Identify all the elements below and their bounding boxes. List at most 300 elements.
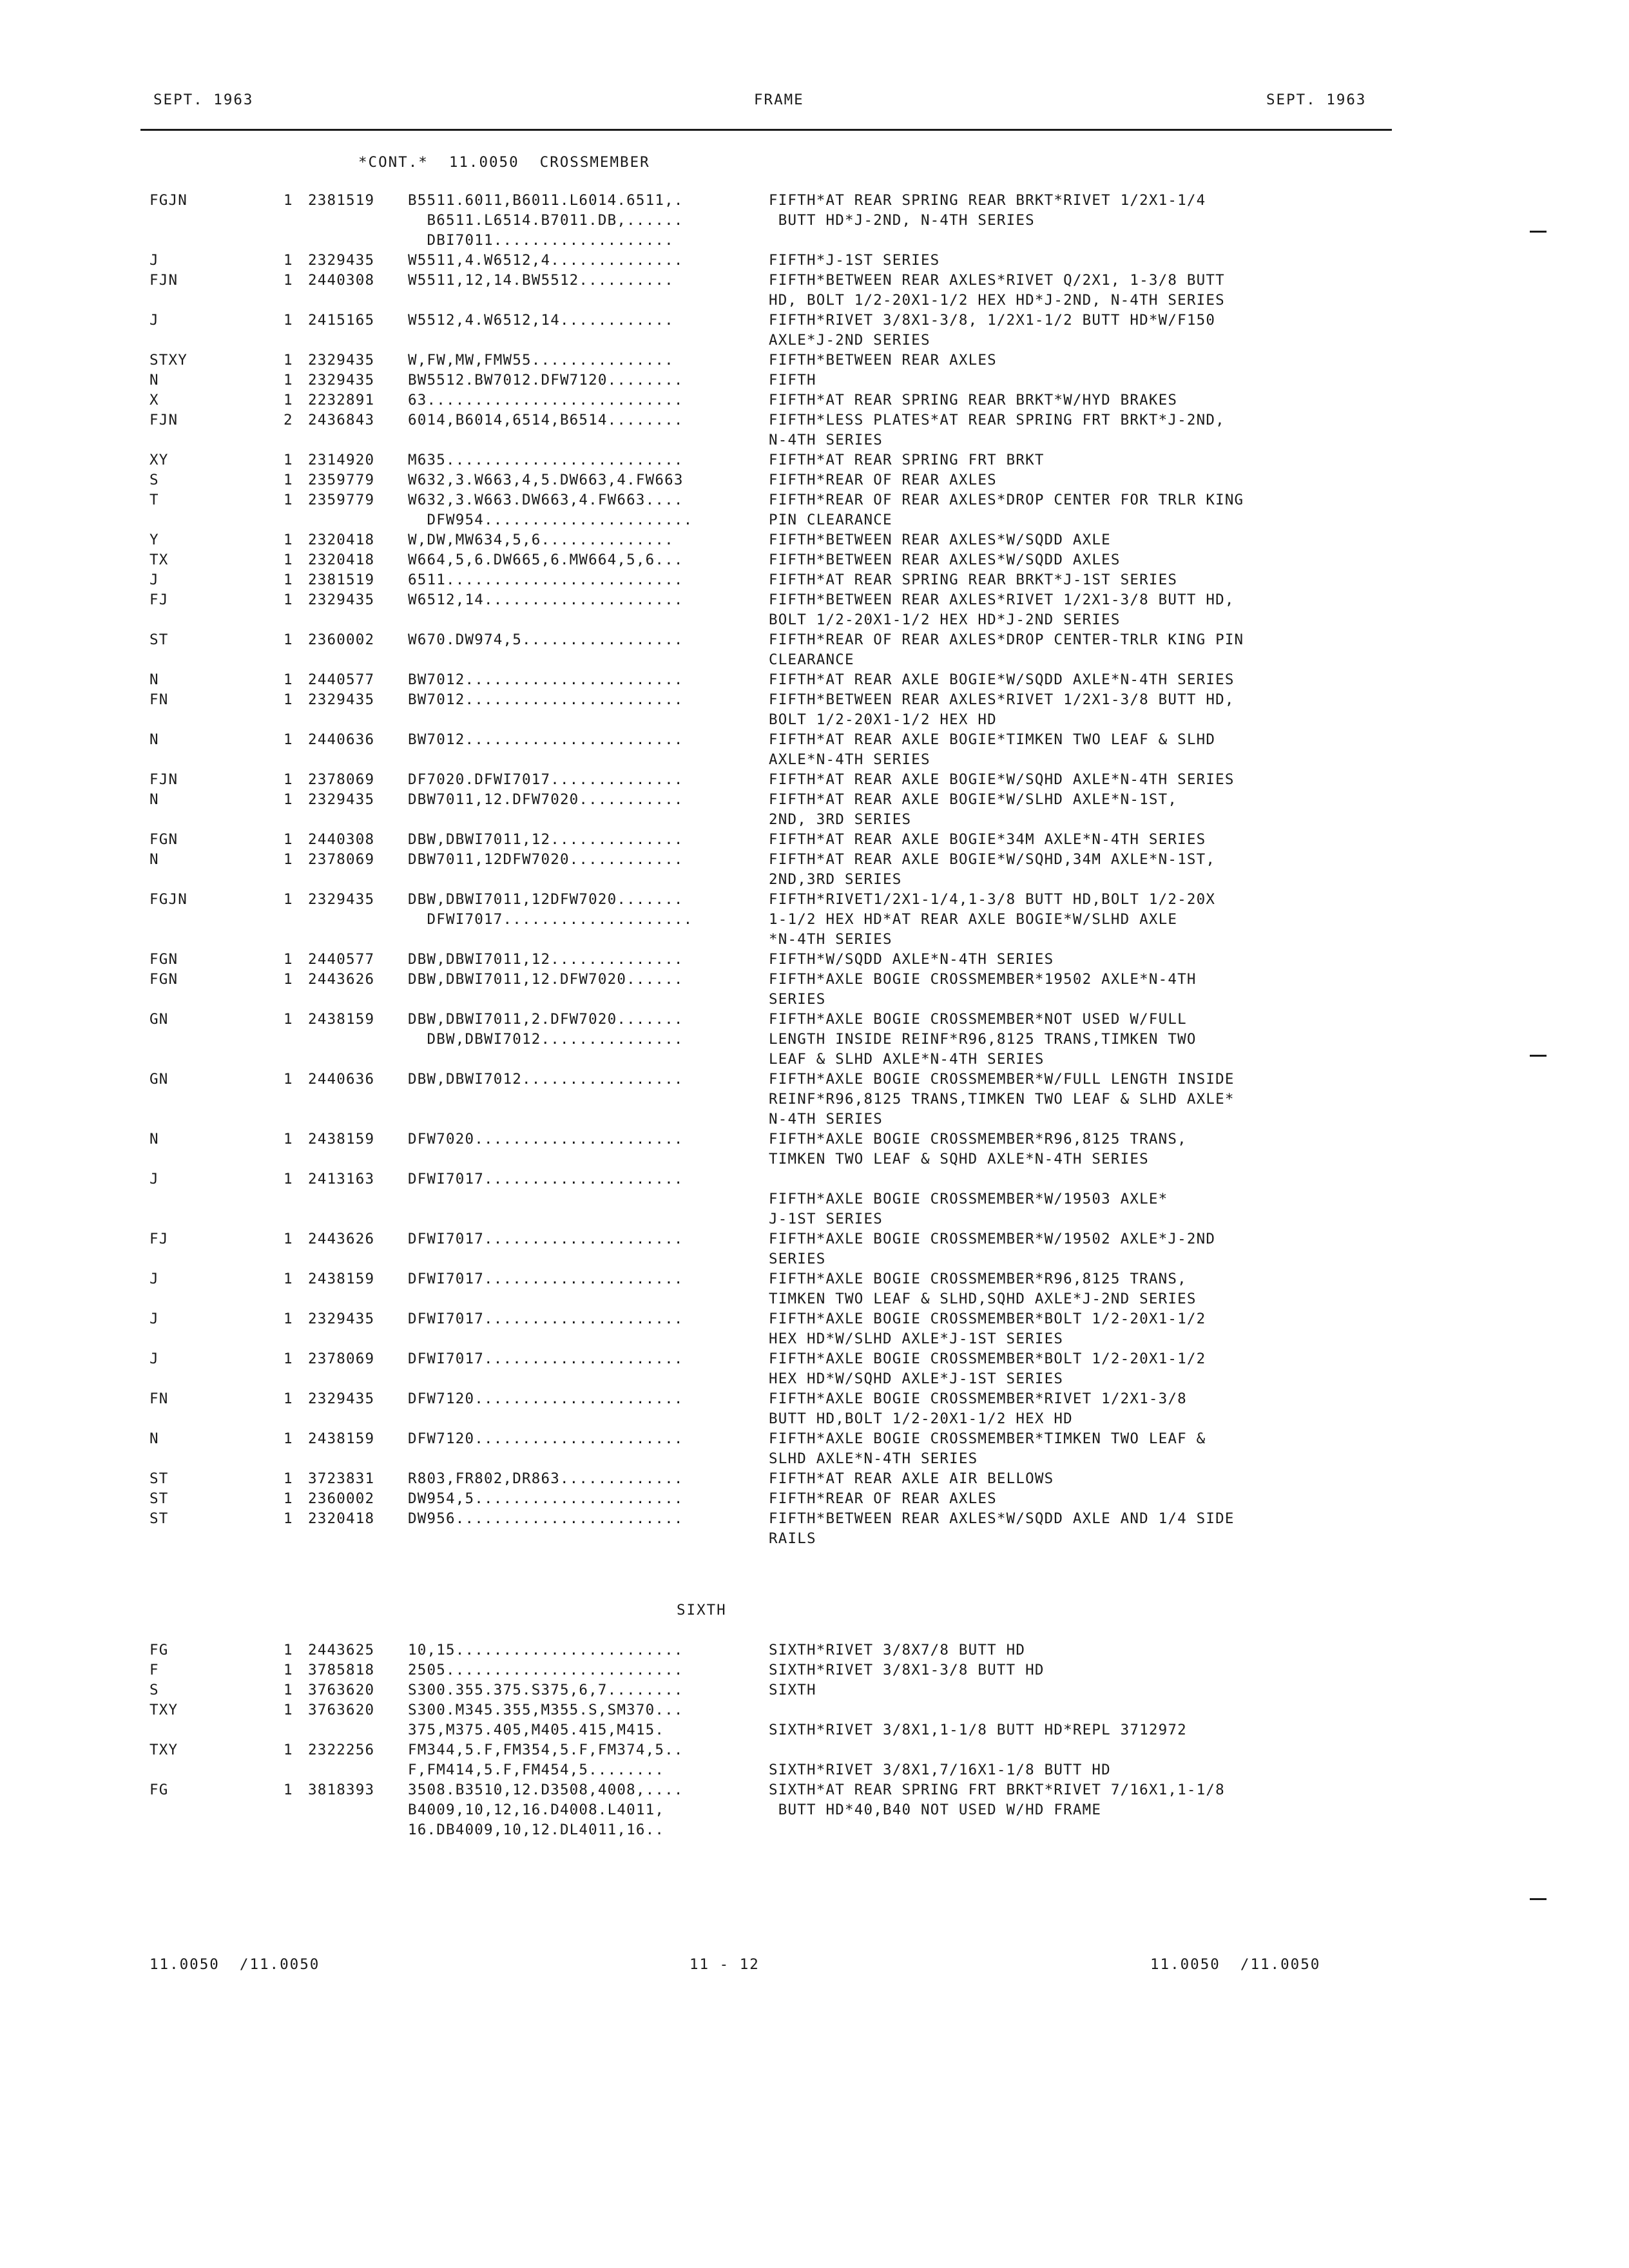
- model-code: N: [149, 372, 159, 389]
- part-description: BOLT 1/2-20X1-1/2 HEX HD*J-2ND SERIES: [769, 611, 1121, 628]
- quantity: 1: [284, 831, 293, 848]
- part-entry: [0, 1489, 1629, 1509]
- part-entry: [0, 830, 1629, 850]
- model-applicability: R803,FR802,DR863.............: [408, 1470, 684, 1487]
- model-applicability: 6014,B6014,6514,B6514........: [408, 412, 684, 428]
- part-description: SERIES: [769, 991, 826, 1008]
- model-code: N: [149, 1430, 159, 1447]
- model-code: FJN: [149, 771, 178, 788]
- entry-line: [0, 1780, 1629, 1800]
- model-applicability: DFW7120......................: [408, 1430, 684, 1447]
- part-number: 2329435: [308, 252, 375, 269]
- part-number: 2320418: [308, 1510, 375, 1527]
- part-number: 3818393: [308, 1782, 375, 1798]
- quantity: 1: [284, 971, 293, 988]
- quantity: 1: [284, 252, 293, 269]
- part-number: 2329435: [308, 791, 375, 808]
- part-entry: [0, 251, 1629, 271]
- model-code: ST: [149, 1510, 169, 1527]
- model-applicability: DFWI7017.....................: [408, 1311, 684, 1327]
- part-description: AXLE*J-2ND SERIES: [769, 332, 930, 349]
- entry-line: [0, 530, 1629, 550]
- part-entry: [0, 1429, 1629, 1469]
- quantity: 1: [284, 372, 293, 389]
- entry-line: [0, 211, 1629, 231]
- part-entry: [0, 1469, 1629, 1489]
- part-description: FIFTH*LESS PLATES*AT REAR SPRING FRT BRKT*J-2ND,: [769, 412, 1225, 428]
- part-description: FIFTH*AXLE BOGIE CROSSMEMBER*BOLT 1/2-20X1-1/2: [769, 1350, 1206, 1367]
- part-description: FIFTH*AT REAR SPRING FRT BRKT: [769, 452, 1045, 468]
- quantity: 1: [284, 1390, 293, 1407]
- entry-line: [0, 351, 1629, 370]
- part-number: 2329435: [308, 591, 375, 608]
- model-applicability: DBW,DBWI7012...............: [408, 1031, 684, 1048]
- model-code: FGJN: [149, 891, 188, 908]
- part-description: FIFTH*REAR OF REAR AXLES*DROP CENTER-TRLR KING PIN: [769, 631, 1244, 648]
- entry-line: [0, 830, 1629, 850]
- part-entry: [0, 890, 1629, 950]
- entry-line: [0, 1349, 1629, 1369]
- model-code: FN: [149, 1390, 169, 1407]
- part-description: LEAF & SLHD AXLE*N-4TH SERIES: [769, 1051, 1045, 1068]
- part-entry: [0, 670, 1629, 690]
- part-entry: [0, 530, 1629, 550]
- quantity: 1: [284, 891, 293, 908]
- part-number: 2314920: [308, 452, 375, 468]
- entry-line: [0, 970, 1629, 990]
- part-description: SIXTH*RIVET 3/8X1,7/16X1-1/8 BUTT HD: [769, 1762, 1111, 1778]
- part-entry: [0, 370, 1629, 390]
- quantity: 1: [284, 1131, 293, 1148]
- model-applicability: DBW,DBWI7012.................: [408, 1071, 684, 1088]
- margin-mark: [1530, 1055, 1547, 1057]
- quantity: 2: [284, 412, 293, 428]
- part-description: SERIES: [769, 1251, 826, 1267]
- entry-line: [0, 1660, 1629, 1680]
- model-code: X: [149, 392, 159, 408]
- part-description: FIFTH*REAR OF REAR AXLES: [769, 472, 997, 488]
- entry-line: [0, 1700, 1629, 1720]
- part-number: 2329435: [308, 1390, 375, 1407]
- entry-line: [0, 630, 1629, 650]
- part-number: 2359779: [308, 472, 375, 488]
- entry-line: [0, 370, 1629, 390]
- part-description: FIFTH*AT REAR AXLE BOGIE*W/SQDD AXLE*N-4TH SERIES: [769, 671, 1235, 688]
- entry-line: [0, 910, 1629, 930]
- part-entry: [0, 390, 1629, 410]
- part-description: TIMKEN TWO LEAF & SQHD AXLE*N-4TH SERIES: [769, 1151, 1149, 1168]
- part-number: 2440308: [308, 831, 375, 848]
- part-description: FIFTH*AT REAR SPRING REAR BRKT*J-1ST SERIES: [769, 572, 1178, 588]
- part-number: 2360002: [308, 631, 375, 648]
- model-applicability: DBW,DBWI7011,12..............: [408, 951, 684, 968]
- model-code: FJ: [149, 591, 169, 608]
- part-description: FIFTH*BETWEEN REAR AXLES*RIVET Q/2X1, 1-3/8 BUTT: [769, 272, 1225, 289]
- model-applicability: DW954,5......................: [408, 1490, 684, 1507]
- part-description: SIXTH: [769, 1682, 816, 1698]
- part-entry: [0, 1389, 1629, 1429]
- model-code: GN: [149, 1071, 169, 1088]
- entry-line: [0, 670, 1629, 690]
- entry-line: [0, 271, 1629, 291]
- model-applicability: DFW954......................: [408, 512, 693, 528]
- model-applicability: DBW7011,12DFW7020............: [408, 851, 684, 868]
- footer-ref-right: 11.0050 /11.0050: [1150, 1956, 1321, 1973]
- part-entry: [0, 410, 1629, 450]
- model-code: J: [149, 1271, 159, 1287]
- part-description: BUTT HD,BOLT 1/2-20X1-1/2 HEX HD: [769, 1410, 1073, 1427]
- quantity: 1: [284, 1271, 293, 1287]
- part-description: FIFTH*AT REAR SPRING REAR BRKT*RIVET 1/2X1-1/4: [769, 192, 1206, 209]
- part-number: 2438159: [308, 1430, 375, 1447]
- quantity: 1: [284, 1742, 293, 1758]
- part-number: 2378069: [308, 851, 375, 868]
- part-entry: [0, 1780, 1629, 1840]
- entry-line: [0, 1010, 1629, 1030]
- entry-line: [0, 1249, 1629, 1269]
- part-number: 2381519: [308, 572, 375, 588]
- part-entry: [0, 1700, 1629, 1740]
- entry-line: [0, 710, 1629, 730]
- header-date-right: SEPT. 1963: [1266, 91, 1367, 108]
- part-number: 2378069: [308, 771, 375, 788]
- part-number: 2440577: [308, 951, 375, 968]
- entry-line: [0, 311, 1629, 331]
- part-description: FIFTH*AT REAR SPRING REAR BRKT*W/HYD BRAKES: [769, 392, 1178, 408]
- model-code: J: [149, 1311, 159, 1327]
- entry-line: [0, 1110, 1629, 1129]
- part-description: RAILS: [769, 1530, 816, 1547]
- part-number: 2443626: [308, 971, 375, 988]
- quantity: 1: [284, 572, 293, 588]
- entry-line: [0, 1229, 1629, 1249]
- part-entry: [0, 1740, 1629, 1780]
- part-description: N-4TH SERIES: [769, 432, 883, 448]
- part-description: HEX HD*W/SLHD AXLE*J-1ST SERIES: [769, 1331, 1064, 1347]
- model-applicability: W632,3.W663.DW663,4.FW663....: [408, 492, 684, 508]
- model-code: T: [149, 492, 159, 508]
- part-description: FIFTH*AXLE BOGIE CROSSMEMBER*W/19503 AXLE*: [769, 1191, 1168, 1207]
- part-entry: [0, 1129, 1629, 1169]
- part-description: SIXTH*RIVET 3/8X1,1-1/8 BUTT HD*REPL 3712972: [769, 1722, 1187, 1738]
- part-entry: [0, 550, 1629, 570]
- part-entry: [0, 850, 1629, 890]
- model-applicability: W5511,12,14.BW5512..........: [408, 272, 674, 289]
- page-title-name: CROSSMEMBER: [539, 154, 650, 171]
- quantity: 1: [284, 671, 293, 688]
- footer-ref-left: 11.0050 /11.0050: [149, 1956, 320, 1973]
- model-code: J: [149, 252, 159, 269]
- entry-line: [0, 470, 1629, 490]
- part-entry: [0, 191, 1629, 251]
- part-entry: [0, 1169, 1629, 1229]
- entry-line: [0, 730, 1629, 750]
- entry-line: [0, 430, 1629, 450]
- part-description: SIXTH*RIVET 3/8X7/8 BUTT HD: [769, 1642, 1026, 1658]
- quantity: 1: [284, 731, 293, 748]
- part-description: FIFTH*AT REAR AXLE BOGIE*TIMKEN TWO LEAF & SLHD: [769, 731, 1216, 748]
- model-applicability: M635.........................: [408, 452, 684, 468]
- part-entry: [0, 470, 1629, 490]
- entry-line: [0, 850, 1629, 870]
- entry-line: [0, 1329, 1629, 1349]
- model-code: TX: [149, 552, 169, 568]
- quantity: 1: [284, 591, 293, 608]
- quantity: 1: [284, 1350, 293, 1367]
- model-code: FGN: [149, 831, 178, 848]
- entry-line: [0, 890, 1629, 910]
- quantity: 1: [284, 532, 293, 548]
- model-code: TXY: [149, 1702, 178, 1718]
- quantity: 1: [284, 1470, 293, 1487]
- part-description: PIN CLEARANCE: [769, 512, 892, 528]
- model-code: FGJN: [149, 192, 188, 209]
- part-entry: [0, 271, 1629, 311]
- part-description: FIFTH*AXLE BOGIE CROSSMEMBER*19502 AXLE*N-4TH: [769, 971, 1197, 988]
- quantity: 1: [284, 472, 293, 488]
- part-number: 2329435: [308, 372, 375, 389]
- part-number: 2232891: [308, 392, 375, 408]
- part-description: BOLT 1/2-20X1-1/2 HEX HD: [769, 711, 997, 728]
- model-code: FG: [149, 1642, 169, 1658]
- entry-line: [0, 1369, 1629, 1389]
- part-number: 2436843: [308, 412, 375, 428]
- part-description: LENGTH INSIDE REINF*R96,8125 TRANS,TIMKEN TWO: [769, 1031, 1197, 1048]
- part-number: 2360002: [308, 1490, 375, 1507]
- model-code: XY: [149, 452, 169, 468]
- model-applicability: B6511.L6514.B7011.DB,......: [408, 212, 684, 229]
- crossmember-parts-list: [0, 161, 1629, 1549]
- quantity: 1: [284, 1490, 293, 1507]
- part-description: FIFTH*REAR OF REAR AXLES: [769, 1490, 997, 1507]
- model-code: ST: [149, 1490, 169, 1507]
- entry-line: [0, 1070, 1629, 1090]
- part-entry: [0, 770, 1629, 790]
- model-code: STXY: [149, 352, 188, 369]
- part-description: FIFTH*AXLE BOGIE CROSSMEMBER*NOT USED W/FULL: [769, 1011, 1187, 1028]
- entry-line: [0, 1720, 1629, 1740]
- entry-line: [0, 1509, 1629, 1529]
- model-applicability: W,FW,MW,FMW55...............: [408, 352, 674, 369]
- margin-mark: [1530, 231, 1547, 233]
- page-title-cont: *CONT.*: [358, 154, 429, 171]
- model-code: FG: [149, 1782, 169, 1798]
- part-entry: [0, 1660, 1629, 1680]
- part-entry: [0, 1640, 1629, 1660]
- quantity: 1: [284, 771, 293, 788]
- quantity: 1: [284, 1510, 293, 1527]
- quantity: 1: [284, 791, 293, 808]
- model-code: FN: [149, 691, 169, 708]
- entry-line: [0, 930, 1629, 950]
- part-number: 2329435: [308, 691, 375, 708]
- part-entry: [0, 311, 1629, 351]
- part-entry: [0, 1349, 1629, 1389]
- entry-line: [0, 1389, 1629, 1409]
- quantity: 1: [284, 452, 293, 468]
- quantity: 1: [284, 1702, 293, 1718]
- part-description: FIFTH*BETWEEN REAR AXLES*W/SQDD AXLES: [769, 552, 1121, 568]
- model-applicability: BW5512.BW7012.DFW7120........: [408, 372, 684, 389]
- model-code: Y: [149, 532, 159, 548]
- model-applicability: 2505.........................: [408, 1662, 684, 1678]
- model-applicability: 6511.........................: [408, 572, 684, 588]
- sixth-section-title: SIXTH: [677, 1602, 727, 1619]
- part-number: 2320418: [308, 552, 375, 568]
- model-code: FGN: [149, 971, 178, 988]
- model-applicability: 3508.B3510,12.D3508,4008,....: [408, 1782, 684, 1798]
- model-applicability: DF7020.DFWI7017..............: [408, 771, 684, 788]
- model-applicability: DFWI7017.....................: [408, 1271, 684, 1287]
- model-applicability: W670.DW974,5.................: [408, 631, 684, 648]
- entry-line: [0, 1030, 1629, 1050]
- part-description: FIFTH*AXLE BOGIE CROSSMEMBER*R96,8125 TRANS,: [769, 1271, 1187, 1287]
- model-applicability: DW956........................: [408, 1510, 684, 1527]
- model-code: N: [149, 731, 159, 748]
- entry-line: [0, 610, 1629, 630]
- entry-line: [0, 950, 1629, 970]
- part-number: 2381519: [308, 192, 375, 209]
- part-description: 2ND,3RD SERIES: [769, 871, 902, 888]
- part-number: 2438159: [308, 1271, 375, 1287]
- entry-line: [0, 1640, 1629, 1660]
- part-entry: [0, 351, 1629, 370]
- model-applicability: DBW,DBWI7011,2.DFW7020.......: [408, 1011, 684, 1028]
- model-code: F: [149, 1662, 159, 1678]
- part-entry: [0, 950, 1629, 970]
- margin-mark: [1530, 1898, 1547, 1900]
- model-code: S: [149, 472, 159, 488]
- part-number: 3763620: [308, 1682, 375, 1698]
- part-description: BUTT HD*40,B40 NOT USED W/HD FRAME: [769, 1802, 1102, 1818]
- quantity: 1: [284, 1642, 293, 1658]
- model-applicability: FM344,5.F,FM354,5.F,FM374,5..: [408, 1742, 684, 1758]
- quantity: 1: [284, 1011, 293, 1028]
- model-applicability: B4009,10,12,16.D4008.L4011,: [408, 1802, 665, 1818]
- quantity: 1: [284, 392, 293, 408]
- part-number: 2413163: [308, 1171, 375, 1187]
- part-number: 2440636: [308, 1071, 375, 1088]
- entry-line: [0, 1209, 1629, 1229]
- quantity: 1: [284, 1231, 293, 1247]
- part-description: 1-1/2 HEX HD*AT REAR AXLE BOGIE*W/SLHD AXLE: [769, 911, 1178, 928]
- part-description: 2ND, 3RD SERIES: [769, 811, 912, 828]
- entry-line: [0, 1429, 1629, 1449]
- part-number: 2378069: [308, 1350, 375, 1367]
- model-applicability: 16.DB4009,10,12.DL4011,16..: [408, 1821, 665, 1838]
- entry-line: [0, 1820, 1629, 1840]
- entry-line: [0, 231, 1629, 251]
- header-rule: [140, 129, 1392, 131]
- quantity: 1: [284, 1171, 293, 1187]
- entry-line: [0, 510, 1629, 530]
- part-description: FIFTH*RIVET 3/8X1-3/8, 1/2X1-1/2 BUTT HD*W/F150: [769, 312, 1216, 329]
- model-code: ST: [149, 1470, 169, 1487]
- part-description: BUTT HD*J-2ND, N-4TH SERIES: [769, 212, 1035, 229]
- entry-line: [0, 1409, 1629, 1429]
- part-entry: [0, 1010, 1629, 1070]
- part-description: *N-4TH SERIES: [769, 931, 892, 948]
- model-applicability: S300.355.375.S375,6,7........: [408, 1682, 684, 1698]
- quantity: 1: [284, 631, 293, 648]
- part-entry: [0, 730, 1629, 770]
- entry-line: [0, 770, 1629, 790]
- part-description: FIFTH*J-1ST SERIES: [769, 252, 940, 269]
- part-number: 2329435: [308, 891, 375, 908]
- model-applicability: DBW,DBWI7011,12.DFW7020......: [408, 971, 684, 988]
- entry-line: [0, 550, 1629, 570]
- model-applicability: DBI7011...................: [408, 232, 674, 249]
- sixth-section: [0, 1600, 1629, 1840]
- model-applicability: DFW7120......................: [408, 1390, 684, 1407]
- model-code: GN: [149, 1011, 169, 1028]
- quantity: 1: [284, 312, 293, 329]
- model-applicability: S300.M345.355,M355.S,SM370...: [408, 1702, 684, 1718]
- entry-line: [0, 1189, 1629, 1209]
- model-code: N: [149, 671, 159, 688]
- entry-line: [0, 990, 1629, 1010]
- part-description: FIFTH*BETWEEN REAR AXLES: [769, 352, 997, 369]
- part-description: FIFTH*AXLE BOGIE CROSSMEMBER*R96,8125 TRANS,: [769, 1131, 1187, 1148]
- model-code: N: [149, 791, 159, 808]
- part-entry: [0, 1070, 1629, 1129]
- model-applicability: 375,M375.405,M405.415,M415.: [408, 1722, 665, 1738]
- entry-line: [0, 1169, 1629, 1189]
- entry-line: [0, 1090, 1629, 1110]
- model-code: N: [149, 851, 159, 868]
- entry-line: [0, 750, 1629, 770]
- quantity: 1: [284, 1430, 293, 1447]
- model-code: J: [149, 1171, 159, 1187]
- part-number: 2329435: [308, 1311, 375, 1327]
- header-date-left: SEPT. 1963: [153, 91, 254, 108]
- header-section-title: FRAME: [754, 91, 804, 108]
- model-code: FGN: [149, 951, 178, 968]
- model-applicability: W6512,14.....................: [408, 591, 684, 608]
- quantity: 1: [284, 851, 293, 868]
- model-code: FJ: [149, 1231, 169, 1247]
- entry-line: [0, 1680, 1629, 1700]
- part-description: AXLE*N-4TH SERIES: [769, 751, 930, 768]
- model-applicability: B5511.6011,B6011.L6014.6511,.: [408, 192, 684, 209]
- part-description: FIFTH*BETWEEN REAR AXLES*RIVET 1/2X1-3/8 BUTT HD,: [769, 691, 1235, 708]
- model-applicability: DFWI7017....................: [408, 911, 693, 928]
- part-number: 2440308: [308, 272, 375, 289]
- part-description: FIFTH*AT REAR AXLE BOGIE*W/SQHD,34M AXLE*N-1ST,: [769, 851, 1216, 868]
- part-description: HD, BOLT 1/2-20X1-1/2 HEX HD*J-2ND, N-4TH SERIES: [769, 292, 1225, 309]
- entry-line: [0, 490, 1629, 510]
- model-applicability: W664,5,6.DW665,6.MW664,5,6...: [408, 552, 684, 568]
- part-entry: [0, 1309, 1629, 1349]
- entry-line: [0, 1469, 1629, 1489]
- part-description: FIFTH*AXLE BOGIE CROSSMEMBER*W/FULL LENGTH INSIDE: [769, 1071, 1235, 1088]
- model-applicability: DFWI7017.....................: [408, 1171, 684, 1187]
- quantity: 1: [284, 552, 293, 568]
- model-applicability: DBW,DBWI7011,12..............: [408, 831, 684, 848]
- part-description: SLHD AXLE*N-4TH SERIES: [769, 1450, 978, 1467]
- part-description: FIFTH*AXLE BOGIE CROSSMEMBER*RIVET 1/2X1-3/8: [769, 1390, 1187, 1407]
- model-applicability: W,DW,MW634,5,6..............: [408, 532, 674, 548]
- entry-line: [0, 650, 1629, 670]
- sixth-parts-list: [0, 1640, 1629, 1840]
- entry-line: [0, 450, 1629, 470]
- part-description: FIFTH*AT REAR AXLE BOGIE*34M AXLE*N-4TH SERIES: [769, 831, 1206, 848]
- entry-line: [0, 870, 1629, 890]
- model-code: J: [149, 1350, 159, 1367]
- part-number: 2440577: [308, 671, 375, 688]
- part-description: FIFTH*AT REAR AXLE AIR BELLOWS: [769, 1470, 1054, 1487]
- quantity: 1: [284, 192, 293, 209]
